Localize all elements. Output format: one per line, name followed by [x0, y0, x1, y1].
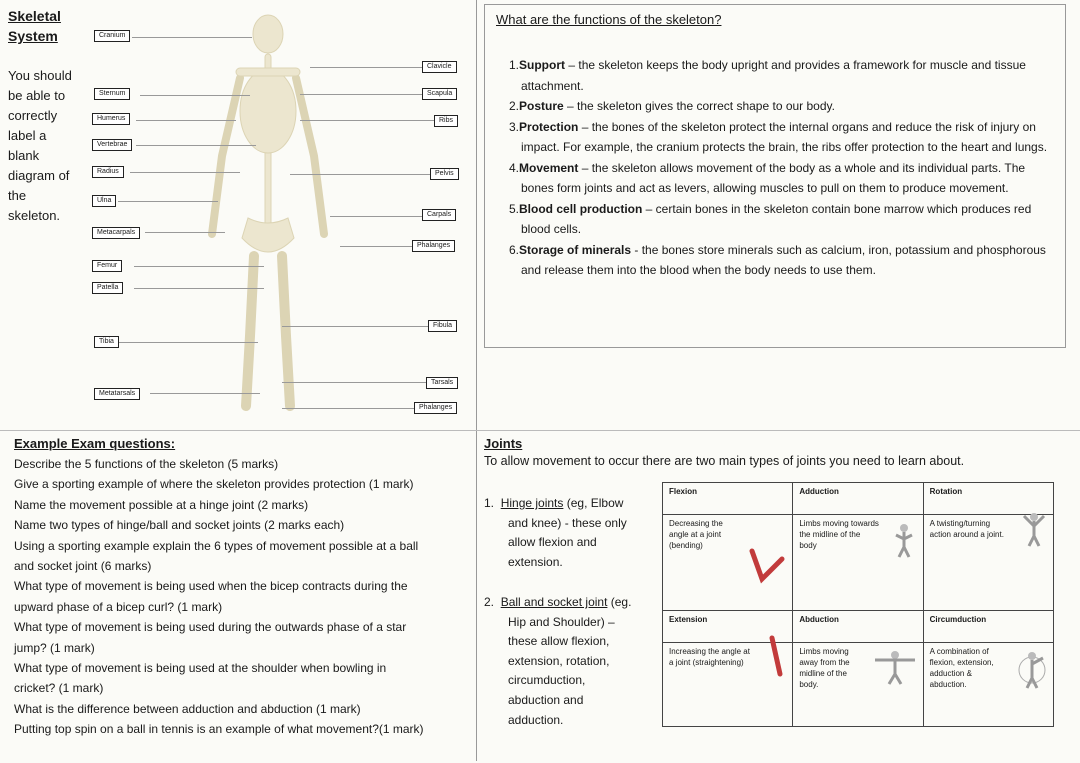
- leader-line: [134, 288, 264, 289]
- exam-question-line: Name two types of hinge/ball and socket joints (2 marks each): [14, 518, 345, 533]
- figure-adduction-icon: [891, 523, 917, 559]
- arm-flexion-icon: [746, 545, 786, 585]
- left-shoulder: [236, 68, 300, 76]
- figure-circumduction-icon: [1017, 650, 1047, 690]
- intro-line: blank: [8, 148, 40, 163]
- intro-line: be able to: [8, 88, 66, 103]
- intro-line: the: [8, 188, 27, 203]
- cell-adduction: Limbs moving towards the midline of the body: [793, 515, 923, 611]
- label-radius: Radius: [92, 166, 124, 178]
- header-rotation: Rotation: [923, 483, 1053, 515]
- label-phalanges-foot: Phalanges: [414, 402, 457, 414]
- label-ulna: Ulna: [92, 195, 116, 207]
- cell-circumduction: A combination of flexion, extension, adduction & abduction.: [923, 643, 1053, 727]
- function-term: Storage of minerals: [519, 242, 632, 257]
- leader-line: [134, 266, 264, 267]
- exam-questions: [14, 454, 474, 740]
- function-item: 1.Support – the skeleton keeps the body upright and provides a framework for muscle and tissue attachment.: [509, 58, 1026, 93]
- horizontal-divider: [0, 430, 1080, 431]
- leader-line: [282, 326, 428, 327]
- label-tarsals: Tarsals: [426, 377, 458, 389]
- leader-line: [310, 67, 422, 68]
- leader-line: [330, 216, 422, 217]
- label-phalanges-hand: Phalanges: [412, 240, 455, 252]
- label-fibula: Fibula: [428, 320, 457, 332]
- figure-rotation-icon: [1021, 512, 1047, 548]
- arm-extension-icon: [766, 634, 786, 678]
- function-term: Blood cell production: [519, 201, 643, 216]
- joints-intro: To allow movement to occur there are two main types of joints you need to learn about.: [484, 454, 965, 468]
- cell-rotation: A twisting/turning action around a joint.: [923, 515, 1053, 611]
- function-item: 3.Protection – the bones of the skeleton protect the internal organs and reduce the risk of injury on impact. For example, the cranium protects the brain, the ribs offer protection to the heart and lungs.: [509, 119, 1048, 154]
- leader-line: [300, 94, 422, 95]
- exam-question-line: Putting top spin on a ball in tennis is an example of what movement?(1 mark): [14, 722, 424, 737]
- ball-socket-joint: 2. Ball and socket joint (eg. Hip and Shoulder) – these allow flexion, extension, rotation, circumduction, abduction and adduction.: [484, 595, 632, 727]
- bottom-divider: [476, 431, 477, 761]
- label-femur: Femur: [92, 260, 122, 272]
- intro-line: correctly: [8, 108, 58, 123]
- leader-line: [145, 232, 225, 233]
- cell-abduction: Limbs moving away from the midline of the body.: [793, 643, 923, 727]
- header-flexion: Flexion: [663, 483, 793, 515]
- label-humerus: Humerus: [92, 113, 130, 125]
- exam-title: Example Exam questions:: [14, 436, 176, 451]
- leader-line: [282, 382, 426, 383]
- ball-socket-name: Ball and socket joint: [500, 595, 608, 609]
- functions-list: [496, 55, 1056, 281]
- exam-question-line: Give a sporting example of where the skeleton provides protection (1 mark): [14, 477, 414, 492]
- exam-question-line: What type of movement is being used when the bicep contracts during the: [14, 579, 408, 594]
- exam-question-line: and socket joint (6 marks): [14, 559, 152, 574]
- leader-line: [136, 120, 236, 121]
- exam-question-line: cricket? (1 mark): [14, 681, 104, 696]
- left-arm: [212, 78, 240, 234]
- label-cranium: Cranium: [94, 30, 130, 42]
- leader-line: [118, 201, 218, 202]
- movement-table: [662, 482, 1054, 727]
- label-carpals: Carpals: [422, 209, 456, 221]
- leader-line: [140, 95, 250, 96]
- label-clavicle: Clavicle: [422, 61, 457, 73]
- joints-title: Joints: [484, 436, 523, 451]
- functions-heading: What are the functions of the skeleton?: [496, 12, 722, 27]
- label-vertebrae: Vertebrae: [92, 139, 132, 151]
- leader-line: [282, 408, 414, 409]
- pelvis: [242, 218, 294, 252]
- skeleton-diagram: [180, 6, 350, 426]
- function-term: Posture: [519, 99, 564, 113]
- header-extension: Extension: [663, 611, 793, 643]
- label-metatarsals: Metatarsals: [94, 388, 140, 400]
- exam-question-line: What is the difference between adduction and abduction (1 mark): [14, 701, 361, 716]
- leader-line: [118, 342, 258, 343]
- intro-line: diagram of: [8, 168, 70, 183]
- exam-question-line: jump? (1 mark): [14, 640, 95, 655]
- label-ribs: Ribs: [434, 115, 458, 127]
- label-scapula: Scapula: [422, 88, 457, 100]
- label-tibia: Tibia: [94, 336, 119, 348]
- exam-question-line: Describe the 5 functions of the skeleton (5 marks): [14, 457, 279, 471]
- function-term: Protection: [519, 119, 579, 134]
- cell-extension: Increasing the angle at a joint (straightening): [663, 643, 793, 727]
- leader-line: [300, 120, 434, 121]
- intro-line: label a: [8, 128, 47, 143]
- skeleton-title: Skeletal System: [8, 8, 61, 44]
- exam-question-line: Using a sporting example explain the 6 types of movement possible at a ball: [14, 538, 419, 553]
- leader-line: [132, 37, 252, 38]
- header-abduction: Abduction: [793, 611, 923, 643]
- skeleton-intro: [8, 66, 72, 226]
- ribcage: [240, 69, 296, 153]
- hinge-joints: 1. Hinge joints (eg, Elbow and knee) - these only allow flexion and extension.: [484, 496, 627, 569]
- leader-line: [340, 246, 412, 247]
- exam-question-line: Name the movement possible at a hinge joint (2 marks): [14, 497, 309, 512]
- left-leg: [246, 256, 254, 406]
- function-item: 4.Movement – the skeleton allows movement of the body as a whole and its individual parts. The bones form joints and act as levers, allowing muscles to pull on them to produce movement.: [509, 160, 1026, 195]
- right-leg: [282, 256, 290, 406]
- label-sternum: Sternum: [94, 88, 130, 100]
- leader-line: [136, 145, 256, 146]
- leader-line: [150, 393, 260, 394]
- intro-line: skeleton.: [8, 208, 61, 223]
- exam-question-line: What type of movement is being used during the outwards phase of a star: [14, 620, 407, 635]
- hinge-joints-name: Hinge joints: [500, 496, 564, 510]
- exam-question-line: upward phase of a bicep curl? (1 mark): [14, 599, 223, 614]
- exam-question-line: What type of movement is being used at the shoulder when bowling in: [14, 661, 387, 676]
- intro-line: You should: [8, 68, 72, 83]
- label-pelvis: Pelvis: [430, 168, 459, 180]
- function-term: Support: [519, 58, 566, 72]
- function-item: 5.Blood cell production – certain bones in the skeleton contain bone marrow which produces red blood cells.: [509, 201, 1032, 236]
- function-item: 6.Storage of minerals - the bones store minerals such as calcium, iron, potassium and phosphorous and release them into the blood when the body needs to use them.: [509, 242, 1046, 277]
- function-item: 2.Posture – the skeleton gives the correct shape to our body.: [509, 99, 835, 113]
- vertical-divider: [476, 0, 477, 430]
- leader-line: [290, 174, 430, 175]
- figure-abduction-icon: [873, 650, 917, 686]
- header-adduction: Adduction: [793, 483, 923, 515]
- cell-flexion: Decreasing the angle at a joint (bending): [663, 515, 793, 611]
- skull: [253, 15, 283, 53]
- label-metacarpals: Metacarpals: [92, 227, 140, 239]
- header-circumduction: Circumduction: [923, 611, 1053, 643]
- right-arm: [296, 78, 324, 234]
- function-term: Movement: [519, 160, 579, 175]
- label-patella: Patella: [92, 282, 123, 294]
- leader-line: [130, 172, 240, 173]
